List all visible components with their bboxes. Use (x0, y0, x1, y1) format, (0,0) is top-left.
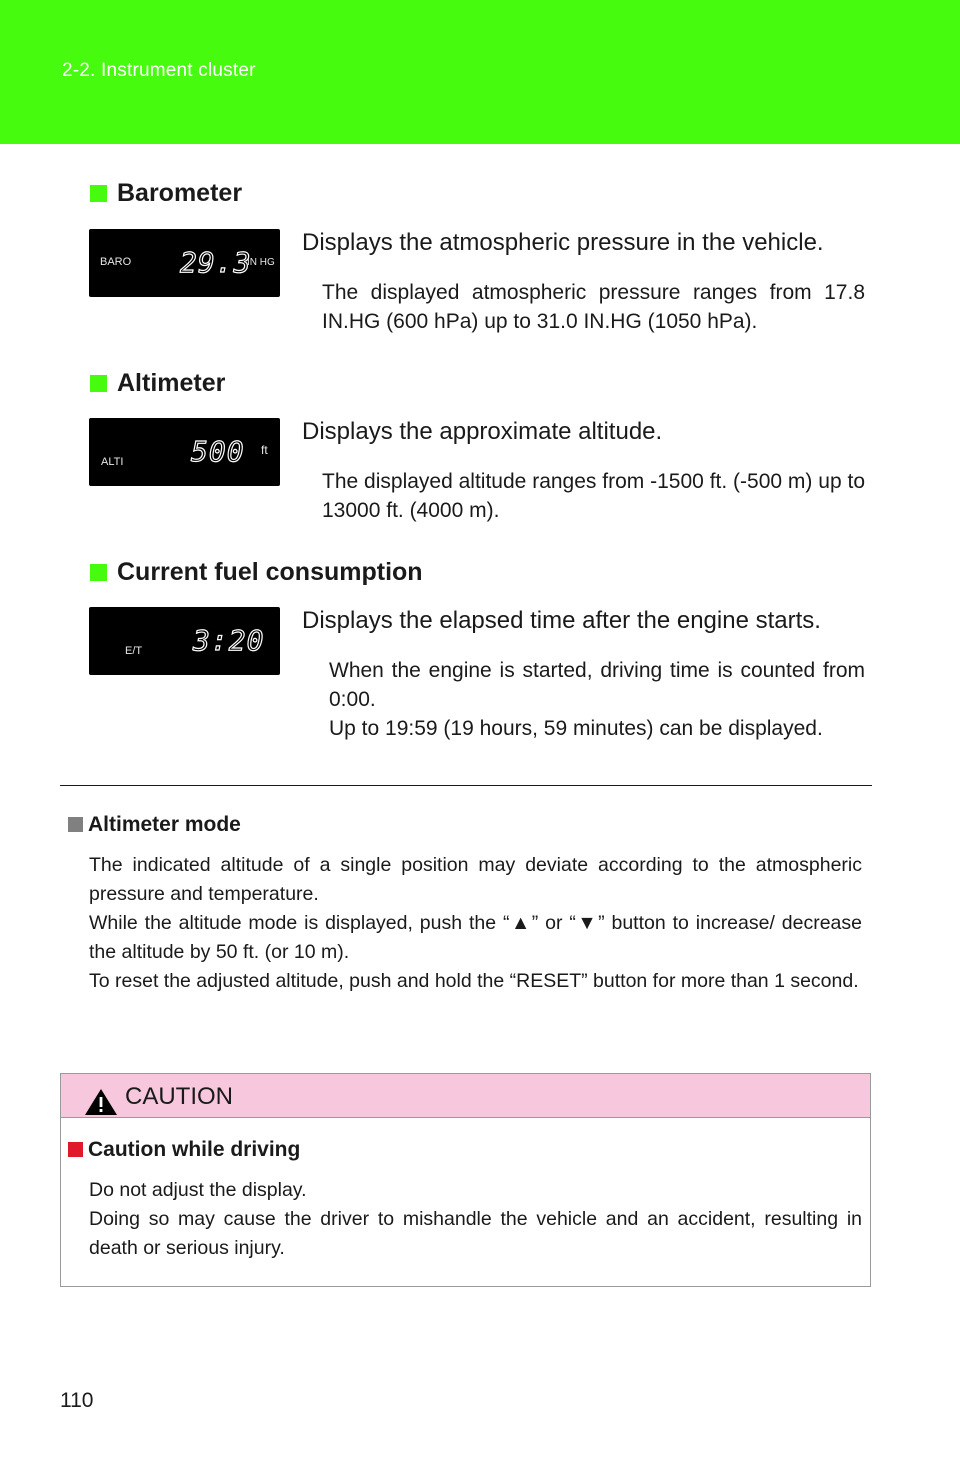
bullet-square-icon (68, 1142, 83, 1157)
display-unit: IN HG (247, 257, 275, 268)
caution-heading (68, 1138, 300, 1162)
page-number: 110 (60, 1389, 94, 1412)
altimeter-display (89, 418, 280, 486)
display-value: 500 (191, 435, 245, 468)
section-path: 2-2. Instrument cluster (62, 60, 256, 81)
altimeter-mode-para-2: While the altitude mode is displayed, push the “▲” or “▼” button to increase/ decrease the altitude by 50 ft. (or 10 m). (89, 912, 862, 963)
fuel-lead: Displays the elapsed time after the engine starts. (302, 607, 821, 634)
bullet-square-icon (90, 185, 107, 202)
fuel-note-2: Up to 19:59 (19 hours, 59 minutes) can be displayed. (329, 717, 823, 740)
altimeter-mode-heading (68, 813, 241, 837)
section-divider (60, 785, 872, 786)
fuel-heading (90, 558, 423, 587)
display-value: 29.3 (180, 246, 252, 279)
elapsed-time-display (89, 607, 280, 675)
display-label: E/T (125, 645, 143, 657)
caution-box (60, 1073, 871, 1287)
altimeter-heading (90, 369, 225, 398)
header-band (0, 0, 960, 144)
barometer-lead: Displays the atmospheric pressure in the vehicle. (302, 229, 824, 256)
caution-para-1: Do not adjust the display. (89, 1179, 307, 1201)
altimeter-heading-text: Altimeter (117, 369, 226, 397)
altimeter-note: The displayed altitude ranges from -1500 ft. (-500 m) up to 13000 ft. (4000 m). (322, 470, 865, 522)
fuel-note-1: When the engine is started, driving time is counted from 0:00. (329, 659, 865, 711)
bullet-square-icon (68, 817, 83, 832)
barometer-heading-text: Barometer (117, 179, 243, 207)
display-label: ALTI (101, 456, 124, 468)
fuel-heading-text: Current fuel consumption (117, 558, 423, 586)
display-unit: ft (261, 443, 268, 457)
barometer-heading (90, 179, 242, 208)
caution-heading-text: Caution while driving (88, 1138, 301, 1161)
caution-para-2: Doing so may cause the driver to mishandle the vehicle and an accident, resulting in death or serious injury. (89, 1208, 862, 1259)
caution-header (61, 1074, 870, 1118)
display-label: BARO (100, 256, 132, 268)
caution-title: CAUTION (125, 1083, 233, 1110)
altimeter-lead: Displays the approximate altitude. (302, 418, 663, 445)
altimeter-mode-para-1: The indicated altitude of a single position may deviate according to the atmospheric pressure and temperature. (89, 854, 862, 905)
bullet-square-icon (90, 564, 107, 581)
altimeter-mode-para-3: To reset the adjusted altitude, push and hold the “RESET” button for more than 1 second. (89, 970, 859, 992)
altimeter-mode-body (89, 851, 862, 996)
warning-triangle-icon (84, 1088, 118, 1116)
display-value: 3:20 (193, 624, 265, 657)
barometer-display (89, 229, 280, 297)
bullet-square-icon (90, 375, 107, 392)
barometer-note: The displayed atmospheric pressure ranges from 17.8 IN.HG (600 hPa) up to 31.0 IN.HG (1050 hPa). (322, 281, 865, 333)
caution-body (89, 1176, 862, 1263)
altimeter-mode-heading-text: Altimeter mode (88, 813, 241, 836)
